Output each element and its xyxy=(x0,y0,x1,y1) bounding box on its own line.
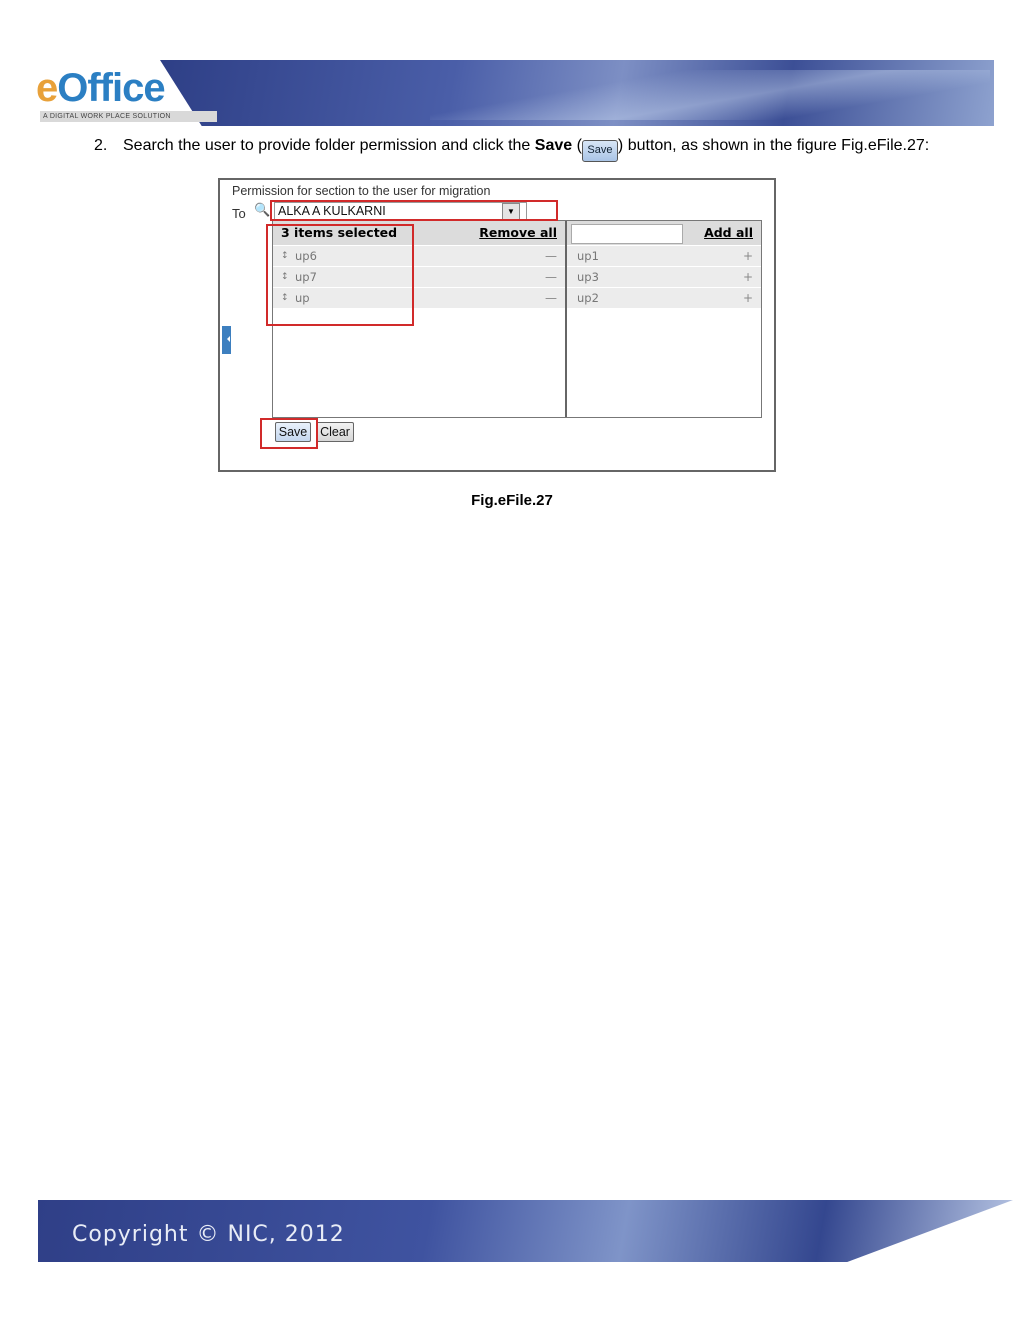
list-item[interactable]: up3 + xyxy=(567,267,761,287)
add-icon[interactable]: + xyxy=(742,291,753,305)
search-icon[interactable]: 🔍 xyxy=(254,202,271,217)
add-icon[interactable]: + xyxy=(742,249,753,263)
add-all-link[interactable]: Add all xyxy=(704,225,753,240)
save-emphasis: Save xyxy=(534,137,573,154)
list-item[interactable]: ↕ up7 — xyxy=(273,267,565,287)
filter-input[interactable] xyxy=(571,224,683,244)
drag-handle-icon[interactable]: ↕ xyxy=(281,293,289,303)
selected-list-header xyxy=(273,221,565,245)
header-swoosh xyxy=(430,70,990,120)
multiselect-lists xyxy=(272,220,762,418)
remove-icon[interactable]: — xyxy=(545,291,557,305)
chevron-down-icon[interactable]: ▼ xyxy=(502,203,520,220)
clear-button[interactable]: Clear xyxy=(316,422,354,442)
add-icon[interactable]: + xyxy=(742,270,753,284)
logo-tagline: A DIGITAL WORK PLACE SOLUTION xyxy=(40,111,217,122)
selected-items-list xyxy=(273,221,567,417)
collapse-panel-tab[interactable] xyxy=(222,326,231,354)
copyright-text: Copyright © NIC, 2012 xyxy=(72,1222,345,1247)
save-button-icon: Save xyxy=(582,140,618,162)
remove-icon[interactable]: — xyxy=(545,270,557,284)
permission-dialog-figure xyxy=(218,178,776,472)
logo-wordmark: eOffice xyxy=(36,66,165,110)
remove-all-link[interactable]: Remove all xyxy=(479,225,557,240)
drag-handle-icon[interactable]: ↕ xyxy=(281,251,289,261)
list-item[interactable]: up1 + xyxy=(567,246,761,266)
list-item[interactable]: up2 + xyxy=(567,288,761,308)
instruction-step: 2. Search the user to provide folder permission and click the Save ( Save ) button, as shown in the figure Fig.eFile.27: xyxy=(94,136,929,162)
step-number: 2. xyxy=(94,137,108,154)
list-item[interactable]: ↕ up — xyxy=(273,288,565,308)
list-item[interactable]: ↕ up6 — xyxy=(273,246,565,266)
eoffice-logo xyxy=(36,66,186,124)
to-label: To xyxy=(232,206,246,221)
user-select[interactable]: ALKA A KULKARNI xyxy=(274,202,527,221)
save-button[interactable]: Save xyxy=(275,422,311,442)
remove-icon[interactable]: — xyxy=(545,249,557,263)
available-items-list xyxy=(567,221,761,417)
available-list-header xyxy=(567,221,761,245)
figure-caption: Fig.eFile.27 xyxy=(471,492,553,509)
drag-handle-icon[interactable]: ↕ xyxy=(281,272,289,282)
dialog-title: Permission for section to the user for migration xyxy=(232,184,491,198)
selected-count: 3 items selected xyxy=(281,225,398,240)
